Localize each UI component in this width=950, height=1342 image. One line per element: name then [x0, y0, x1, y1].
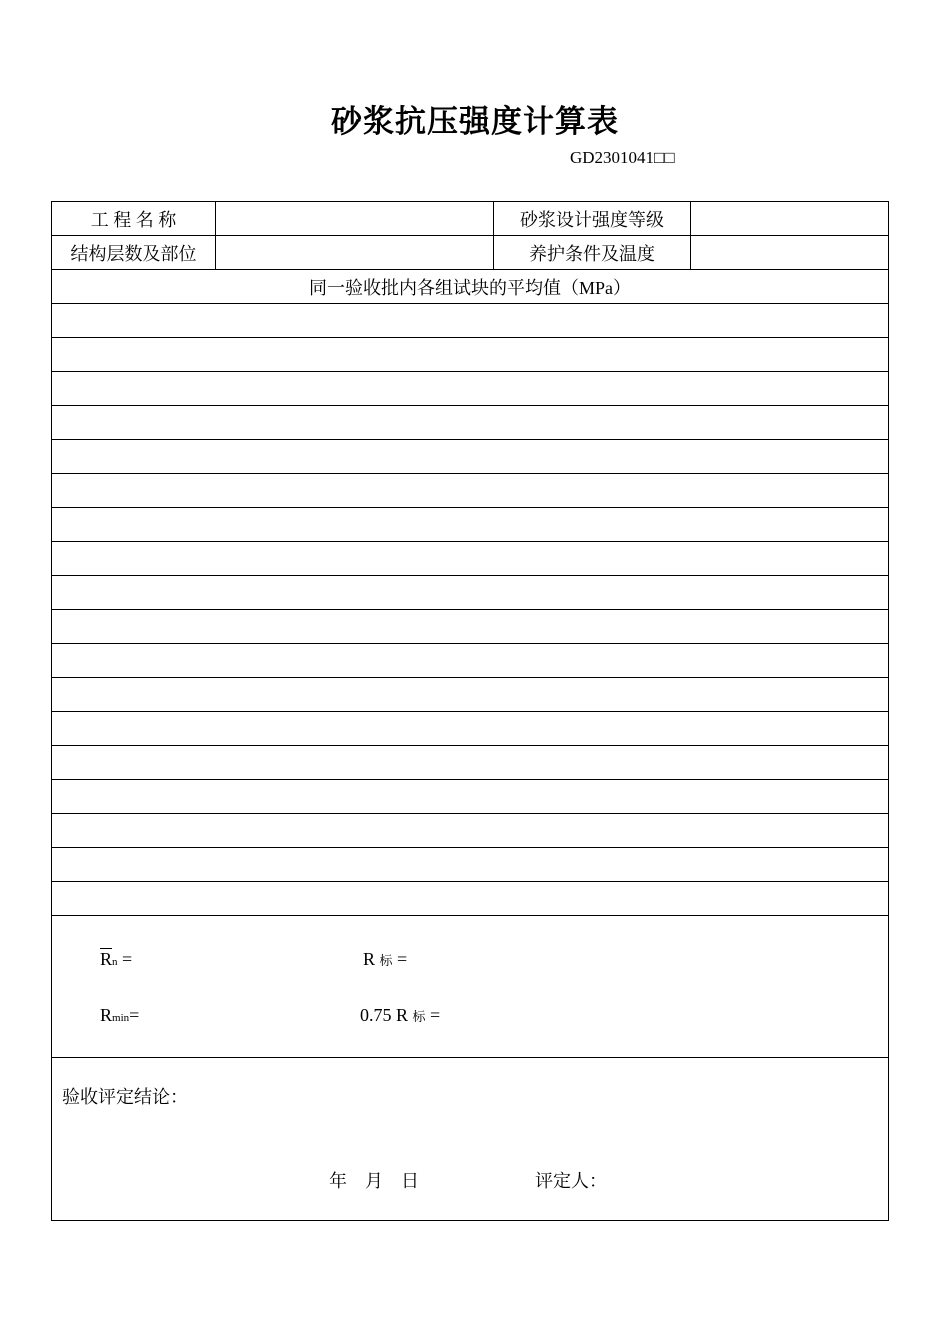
- project-name-label: 工 程 名 称: [52, 202, 216, 236]
- rn-symbol: $\overline{R}$: [100, 949, 113, 969]
- evaluator-label: 评定人：: [535, 1171, 607, 1191]
- calc-cell: [52, 916, 889, 1058]
- average-rows: [52, 304, 889, 916]
- r75-formula: [360, 1005, 440, 1026]
- average-row: [52, 440, 889, 474]
- average-cell[interactable]: [52, 406, 889, 440]
- r75-subscript: 标: [412, 1009, 426, 1024]
- conclusion-cell[interactable]: [52, 1058, 889, 1221]
- average-cell[interactable]: [52, 848, 889, 882]
- average-cell[interactable]: [52, 882, 889, 916]
- average-row: [52, 542, 889, 576]
- header-row-structure: [52, 236, 889, 270]
- average-row: [52, 508, 889, 542]
- averages-header-row: [52, 270, 889, 304]
- average-cell[interactable]: [52, 576, 889, 610]
- rn-equals: =: [117, 949, 133, 969]
- average-cell[interactable]: [52, 304, 889, 338]
- average-row: [52, 576, 889, 610]
- rstd-equals: =: [392, 949, 408, 969]
- average-cell[interactable]: [52, 712, 889, 746]
- average-row: [52, 304, 889, 338]
- conclusion-label: 验收评定结论：: [62, 1087, 188, 1107]
- average-cell[interactable]: [52, 508, 889, 542]
- average-row: [52, 338, 889, 372]
- calc-row: [52, 916, 889, 1058]
- rmin-formula: [100, 1005, 139, 1026]
- rstd-symbol: R: [363, 949, 380, 969]
- curing-label: 养护条件及温度: [494, 236, 691, 270]
- average-row: [52, 610, 889, 644]
- design-grade-label: 砂浆设计强度等级: [494, 202, 691, 236]
- average-row: [52, 746, 889, 780]
- average-cell[interactable]: [52, 746, 889, 780]
- conclusion-row: [52, 1058, 889, 1221]
- project-name-field[interactable]: [216, 202, 494, 236]
- structure-label: 结构层数及部位: [52, 236, 216, 270]
- average-cell[interactable]: [52, 678, 889, 712]
- r75-prefix: 0.75 R: [360, 1005, 413, 1025]
- rmin-equals: =: [129, 1005, 140, 1025]
- averages-header: 同一验收批内各组试块的平均值（MPa）: [52, 270, 889, 304]
- average-row: [52, 814, 889, 848]
- average-cell[interactable]: [52, 780, 889, 814]
- rmin-subscript: min: [112, 1012, 130, 1024]
- rn-subscript: n: [112, 956, 118, 968]
- rmin-symbol: R: [100, 1005, 113, 1025]
- design-grade-field[interactable]: [691, 202, 889, 236]
- average-cell[interactable]: [52, 440, 889, 474]
- rstd-formula: [363, 949, 407, 970]
- average-cell[interactable]: [52, 644, 889, 678]
- header-row-project: [52, 202, 889, 236]
- structure-field[interactable]: [216, 236, 494, 270]
- average-cell[interactable]: [52, 474, 889, 508]
- average-row: [52, 474, 889, 508]
- average-cell[interactable]: [52, 814, 889, 848]
- average-row: [52, 406, 889, 440]
- date-text: 年 月 日: [329, 1171, 419, 1191]
- calculation-form: [51, 201, 889, 1221]
- page-title: 砂浆抗压强度计算表: [331, 104, 619, 139]
- average-row: [52, 644, 889, 678]
- average-row: [52, 678, 889, 712]
- curing-field[interactable]: [691, 236, 889, 270]
- average-row: [52, 848, 889, 882]
- average-row: [52, 712, 889, 746]
- average-row: [52, 780, 889, 814]
- average-cell[interactable]: [52, 338, 889, 372]
- average-cell[interactable]: [52, 542, 889, 576]
- average-row: [52, 882, 889, 916]
- r75-equals: =: [425, 1005, 441, 1025]
- rn-formula: [100, 949, 132, 970]
- rstd-subscript: 标: [379, 953, 393, 968]
- average-row: [52, 372, 889, 406]
- average-cell[interactable]: [52, 610, 889, 644]
- average-cell[interactable]: [52, 372, 889, 406]
- form-code: GD2301041□□: [570, 148, 675, 167]
